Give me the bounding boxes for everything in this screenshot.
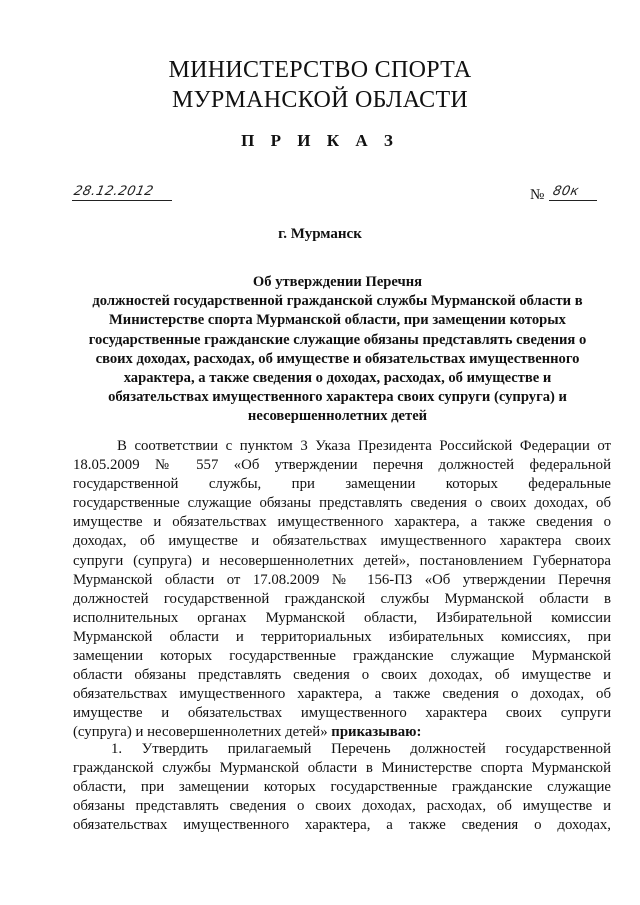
paragraph-line: доходах, об имуществе и обязательствах имущественного характера своих bbox=[73, 533, 611, 550]
subject-line: характера, а также сведения о доходах, расходах, об имуществе и bbox=[123, 370, 552, 387]
paragraph-line: обязательствах имущественного характера, а также сведения о доходах, bbox=[73, 817, 611, 834]
paragraph-line: имуществе и обязательствах имущественного характера, а также сведения о bbox=[73, 514, 611, 531]
order-subject bbox=[70, 273, 605, 427]
order-title: П Р И К А З bbox=[241, 131, 399, 150]
paragraph-line: государственные служащие обязаны представлять сведения о своих доходах, об bbox=[73, 495, 611, 512]
paragraph-line: супруги (супруга) и несовершеннолетних детей», постановлением Губернатора bbox=[73, 552, 611, 569]
subject-line: должностей государственной гражданской службы Мурманской области в bbox=[92, 293, 583, 310]
paragraph-line: замещении которых государственные гражданские служащие Мурманской bbox=[73, 648, 611, 665]
paragraph-line: области обязаны представлять сведения о своих доходах, об имуществе и bbox=[73, 667, 611, 684]
subject-line: Об утверждении Перечня bbox=[252, 274, 423, 290]
subject-line: обязательствах имущественного характера своих супруги (супруга) и bbox=[108, 389, 567, 406]
paragraph-line: обязаны представлять сведения о своих доходах, расходах, об имуществе и bbox=[73, 798, 611, 815]
subject-line: государственные гражданские служащие обязаны представлять сведения о bbox=[88, 331, 587, 348]
paragraph-line: исполнительных органах Мурманской области, Избирательной комиссии bbox=[73, 609, 611, 626]
paragraph-line: Мурманской области от 17.08.2009 № 156-ПЗ «Об утверждении Перечня bbox=[73, 571, 611, 588]
paragraph-line: 1. Утвердить прилагаемый Перечень должностей государственной bbox=[111, 741, 611, 757]
paragraph-line: В соответствии с пунктом 3 Указа Президента Российской Федерации от bbox=[117, 438, 611, 454]
paragraph-line: имуществе и обязательствах имущественного характера своих супруги bbox=[73, 705, 611, 722]
paragraph-line: должностей государственной гражданской службы Мурманской области в bbox=[73, 590, 611, 607]
paragraph-line: обязательствах имущественного характера, а также сведения о доходах, об bbox=[73, 686, 611, 703]
ministry-name-line1: МИНИСТЕРСТВО СПОРТА bbox=[168, 57, 472, 83]
paragraph-line: гражданской службы Мурманской области в Министерстве спорта Мурманской bbox=[73, 760, 611, 777]
city: г. Мурманск bbox=[278, 226, 362, 242]
paragraph-line: области, при замещении которых государственные гражданские служащие bbox=[73, 779, 611, 796]
paragraph-line-text: (супруга) и несовершеннолетних детей» bbox=[73, 724, 328, 741]
subject-line: несовершеннолетних детей bbox=[247, 408, 428, 425]
number-underline bbox=[549, 200, 597, 201]
subject-line: своих доходах, расходах, об имуществе и обязательствах имущественного bbox=[95, 350, 580, 367]
handwritten-order-number: 80к bbox=[551, 184, 581, 199]
date-underline bbox=[72, 200, 172, 201]
ministry-name-line2: МУРМАНСКОЙ ОБЛАСТИ bbox=[171, 87, 469, 113]
paragraph-line: 18.05.2009 № 557 «Об утверждении перечня должностей федеральной bbox=[73, 457, 611, 474]
preamble-paragraph bbox=[73, 437, 611, 743]
order-word: приказываю: bbox=[331, 724, 422, 741]
subject-line: Министерстве спорта Мурманской области, при замещении которых bbox=[109, 312, 566, 329]
paragraph-line: государственной службы, при замещении которых федеральные bbox=[73, 476, 611, 493]
paragraph-line: Мурманской области и территориальных избирательных комиссиях, при bbox=[73, 628, 611, 645]
number-sign: № bbox=[530, 187, 545, 203]
item-1-paragraph bbox=[73, 740, 611, 835]
handwritten-date: 28.12.2012 bbox=[72, 184, 156, 199]
